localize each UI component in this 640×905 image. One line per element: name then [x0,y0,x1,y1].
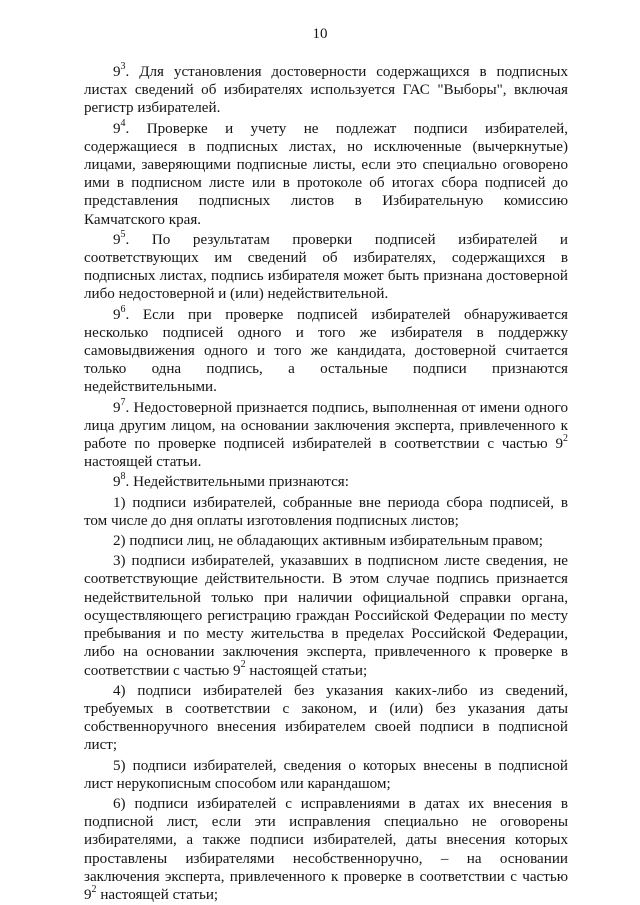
paragraph-number-superscript: 4 [120,117,126,129]
paragraph-number-superscript: 7 [120,396,126,408]
paragraph-number: 9 [113,64,121,80]
paragraph-9-7 [84,396,568,472]
paragraph-number: 9 [113,306,121,323]
paragraph-text: . Недействительными признаются: [125,474,349,491]
paragraph-number: 9 [113,120,121,137]
list-item-text: 4) подписи избирателей без указания каких-либо из сведений, требуемых в соответствии с законом, и (или) без указания даты собственноручного внесения избирателем своей подписи в подписной лист; [84,682,568,754]
paragraph-number-superscript: 5 [120,228,126,240]
paragraph-text: . Если при проверке подписей избирателей обнаруживается несколько подписей одного и того же избирателя в поддержку самовыдвижения одного и того же кандидата, достоверной считается только одна подпись, а остальные подписи признаются недействительными. [84,306,568,396]
list-item-text: 3) подписи избирателей, указавших в подписном листе сведения, не соответствующие действительности. В этом случае подпись признается недействительной только при наличии официальной справки органа, осуществляющего регистрацию граждан Российской Федерации по месту пребывания и по месту жительства в пределах Российской Федерации, либо на основании заключения эксперта, привлеченного к проверке в соответствии с частью 9 [84,553,568,679]
paragraph-number-superscript: 6 [120,303,126,315]
list-item-3 [84,552,568,679]
reference-superscript: 2 [240,659,246,671]
paragraph-number: 9 [113,474,121,491]
list-item-2 [84,532,568,550]
paragraph-number: 9 [113,399,121,416]
list-item-1 [84,494,568,530]
paragraph-9-5 [84,228,568,304]
reference-superscript: 2 [91,883,97,895]
list-item-text: 6) подписи избирателей с исправлениями в датах их внесения в подписной лист, если эти исправления специально не оговорены избирателями, а также подписи избирателей, даты внесения которых проставлены избирателями несобственноручно, – на основании заключения эксперта, привлеченного к проверке в соответствии с частью 9 [84,795,568,903]
list-item-text: 5) подписи избирателей, сведения о которых внесены в подписной лист нерукописным способом или карандашом; [84,757,568,792]
page-number: 10 [312,26,328,42]
list-item-text: 2) подписи лиц, не обладающих активным избирательным правом; [113,533,543,550]
paragraph-number: 9 [113,231,121,248]
list-item-text: 1) подписи избирателей, собранные вне периода сбора подписей, в том числе до дня оплаты изготовления подписных листов; [84,494,568,529]
list-item-5 [84,757,568,793]
document-body [84,60,568,904]
paragraph-text-tail: настоящей статьи. [84,454,202,471]
list-item-4 [84,682,568,755]
paragraph-9-8 [84,473,568,491]
list-item-text-tail: настоящей статьи; [245,662,368,679]
list-item-6 [84,795,568,904]
paragraph-text: . Недостоверной признается подпись, выполненная от имени одного лица другим лицом, на основании заключения эксперта, привлеченного к работе по проверке подписей избирателей в соответствии с частью 9 [84,399,568,453]
paragraph-text: . По результатам проверки подписей избирателей и соответствующих им сведений об избирателях, содержащихся в подписных листах, подпись избирателя может быть признана достоверной либо недостоверной и (или) недействительной. [84,231,568,303]
paragraph-9-3 [84,60,568,118]
paragraph-number-superscript: 8 [120,471,126,483]
paragraph-9-6 [84,303,568,397]
paragraph-text: . Для установления достоверности содержащихся в подписных листах сведений об избирателях используется ГАС "Выборы", включая регистр избирателей. [84,64,568,117]
paragraph-9-4 [84,117,568,229]
list-item-text-tail: настоящей статьи; [96,886,219,903]
reference-superscript: 2 [563,433,568,445]
paragraph-text: . Проверке и учету не подлежат подписи избирателей, содержащиеся в подписных листах, но исключенные (вычеркнутые) лицами, заверяющими подписные листы, если это специально оговорено ими в подписном листе или в протоколе об итогах сбора подписей до представления подписных листов в Избирательную комиссию Камчатского края. [84,120,568,228]
paragraph-number-superscript: 3 [120,60,126,72]
